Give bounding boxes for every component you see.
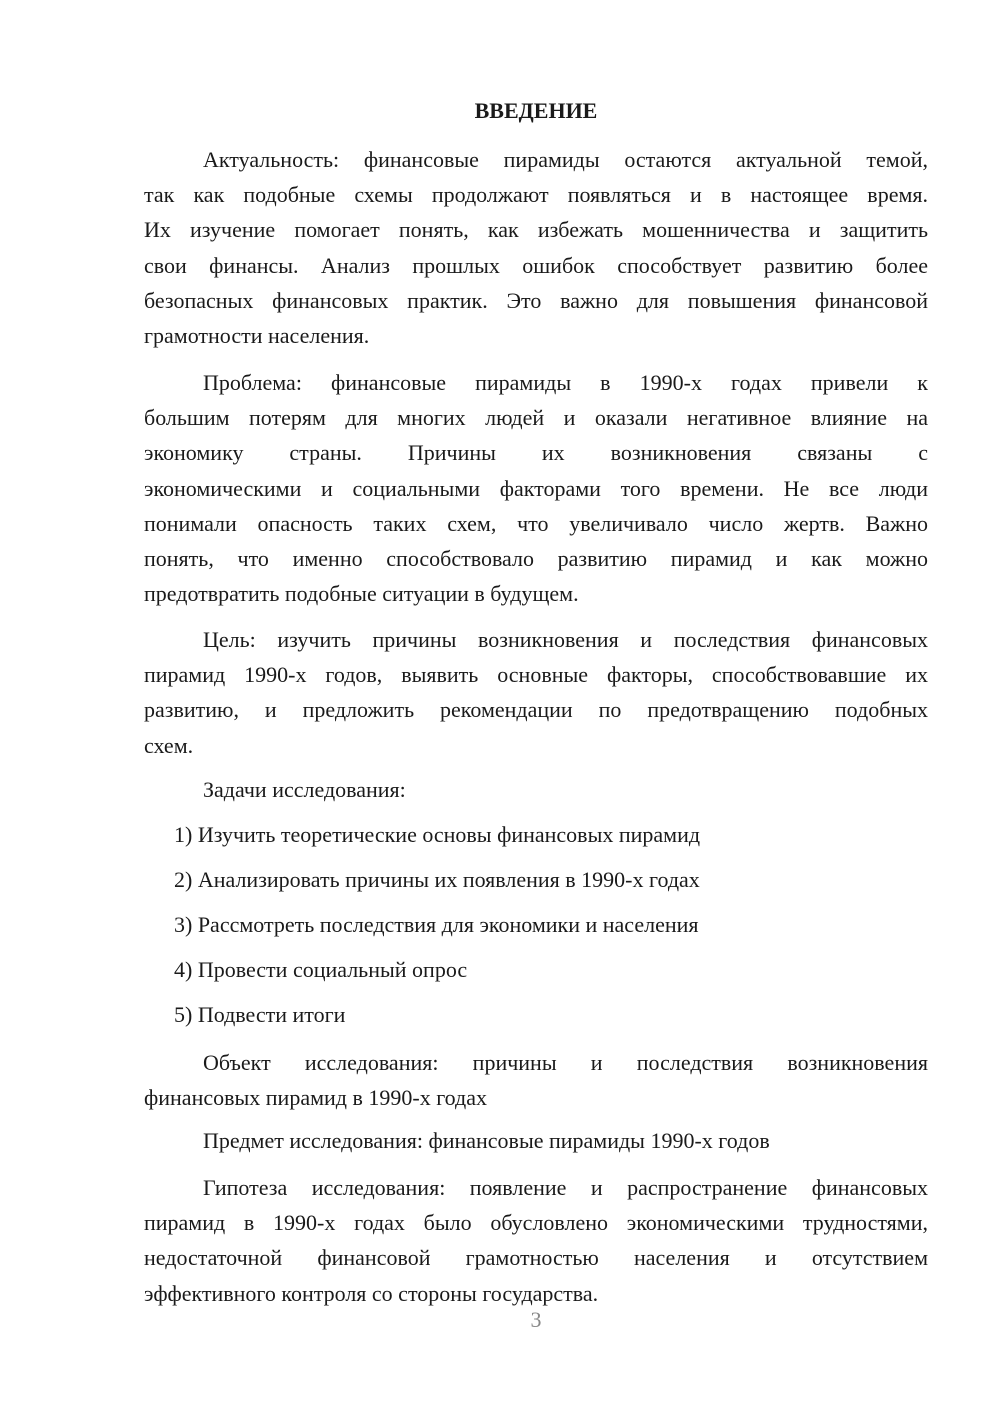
paragraph-object bbox=[144, 1045, 928, 1115]
text-line: развитию, и предложить рекомендации по предотвращению подобных bbox=[144, 697, 928, 723]
text-line: Цель: изучить причины возникновения и последствия финансовых bbox=[203, 627, 928, 652]
paragraph-hypothesis bbox=[144, 1170, 928, 1311]
task-item: 5) Подвести итоги bbox=[174, 1002, 346, 1027]
paragraph-relevance bbox=[144, 142, 928, 353]
page-title: ВВЕДЕНИЕ bbox=[474, 98, 598, 123]
text-line: Актуальность: финансовые пирамиды остаются актуальной темой, bbox=[203, 147, 928, 172]
text-line: пирамид в 1990-х годах было обусловлено экономическими трудностями, bbox=[144, 1210, 928, 1236]
task-item: 4) Провести социальный опрос bbox=[174, 957, 468, 982]
text-line: понимали опасность таких схем, что увеличивало число жертв. Важно bbox=[144, 510, 928, 536]
task-item: 1) Изучить теоретические основы финансовых пирамид bbox=[174, 822, 701, 847]
text-line: свои финансы. Анализ прошлых ошибок способствует развитию более bbox=[144, 252, 928, 278]
tasks-heading: Задачи исследования: bbox=[203, 777, 406, 802]
paragraph-goal bbox=[144, 622, 928, 763]
text-line: безопасных финансовых практик. Это важно для повышения финансовой bbox=[144, 287, 928, 313]
page-number: 3 bbox=[530, 1307, 542, 1332]
text-line: экономическими и социальными факторами того времени. Не все люди bbox=[144, 475, 928, 501]
text-line: эффективного контроля со стороны государства. bbox=[144, 1280, 599, 1306]
text-line: экономику страны. Причины их возникновения связаны с bbox=[144, 440, 928, 466]
text-line: предотвратить подобные ситуации в будущем. bbox=[144, 581, 579, 607]
text-line: пирамид 1990-х годов, выявить основные факторы, способствовавшие их bbox=[144, 662, 928, 688]
task-item: 3) Рассмотреть последствия для экономики и населения bbox=[174, 912, 699, 937]
text-line: грамотности населения. bbox=[144, 322, 370, 348]
text-line: Объект исследования: причины и последствия возникновения bbox=[203, 1050, 928, 1075]
task-item: 2) Анализировать причины их появления в 1990-х годах bbox=[174, 867, 700, 892]
text-line: так как подобные схемы продолжают появляться и в настоящее время. bbox=[144, 182, 928, 208]
text-line: недостаточной финансовой грамотностью населения и отсутствием bbox=[144, 1245, 928, 1271]
text-line: большим потерям для многих людей и оказали негативное влияние на bbox=[144, 405, 928, 431]
text-line: Гипотеза исследования: появление и распространение финансовых bbox=[203, 1175, 928, 1200]
paragraph-subject: Предмет исследования: финансовые пирамиды 1990-х годов bbox=[203, 1128, 770, 1153]
text-line: Проблема: финансовые пирамиды в 1990-х годах привели к bbox=[203, 370, 928, 395]
paragraph-problem bbox=[144, 365, 928, 611]
text-line: схем. bbox=[144, 732, 194, 758]
text-line: понять, что именно способствовало развитию пирамид и как можно bbox=[144, 545, 928, 571]
text-line: финансовых пирамид в 1990-х годах bbox=[144, 1085, 487, 1111]
text-line: Их изучение помогает понять, как избежать мошенничества и защитить bbox=[144, 217, 928, 243]
